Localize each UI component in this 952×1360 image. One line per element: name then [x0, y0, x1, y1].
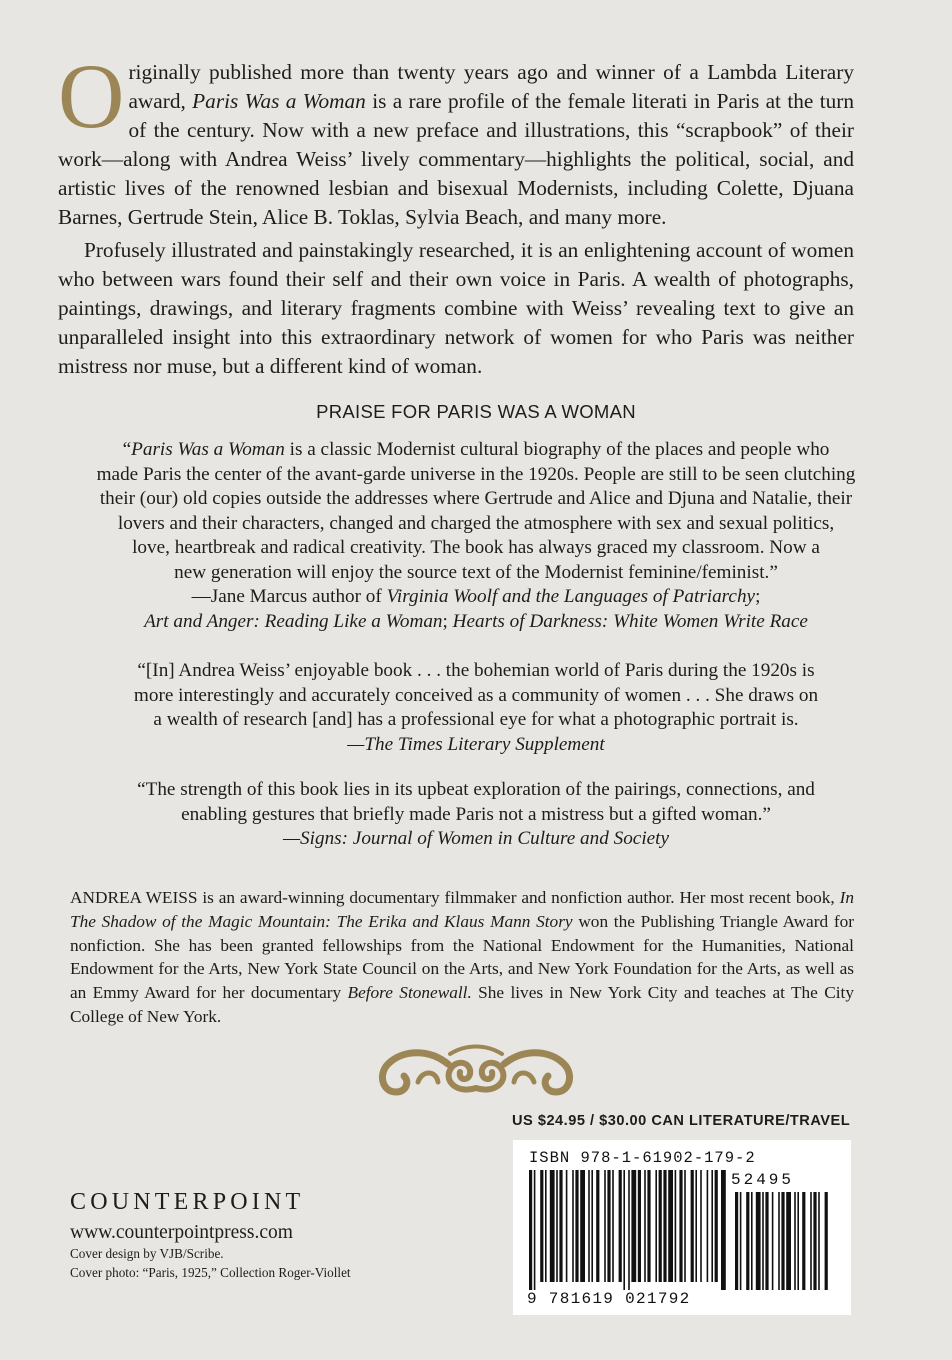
barcode-bar — [825, 1192, 828, 1290]
blurb-paragraph-2: Profusely illustrated and painstakingly researched, it is an enlightening account of women who between wars found their self and their own voice in Paris. A wealth of photographs, paintings, drawings, and literary fragments combine with Weiss’ revealing text to give an unparalleled insight into this extraordinary network of women for who Paris was neither mistress nor muse, but a different kind of woman. — [58, 238, 854, 378]
barcode-bar — [655, 1170, 657, 1282]
barcode-bar — [735, 1192, 738, 1290]
barcode-bar — [540, 1170, 543, 1282]
barcode-bar — [556, 1170, 558, 1282]
barcode-bar — [644, 1170, 646, 1282]
barcode-bar — [707, 1170, 709, 1282]
quote-line: a wealth of research [and] has a professional eye for what a photographic portrait is. — [153, 709, 799, 730]
quote-line: “The strength of this book lies in its upbeat exploration of the pairings, connections, and — [137, 779, 815, 800]
blurb-paragraph-1 — [58, 45, 854, 232]
quote-line: love, heartbreak and radical creativity. The book has always graced my classroom. Now a — [132, 537, 820, 558]
quote-line: new generation will enjoy the source text of the Modernist feminine/feminist.” — [174, 561, 778, 583]
drop-cap: O — [58, 45, 125, 147]
quote-line: enabling gestures that briefly made Paris not a mistress but a gifted woman.” — [181, 803, 771, 825]
barcode-bar — [700, 1170, 702, 1282]
book-title: Paris Was a Woman — [131, 439, 285, 460]
isbn-barcode — [513, 1140, 851, 1315]
cover-design-credit: Cover design by VJB/Scribe. — [70, 1246, 224, 1261]
barcode-bar — [588, 1170, 590, 1282]
barcode-bar — [604, 1170, 606, 1282]
publisher-logo: COUNTERPOINT — [70, 1189, 305, 1215]
praise-quote-3 — [60, 778, 892, 852]
description-blurb — [58, 45, 854, 381]
barcode-bar — [810, 1192, 812, 1290]
quote-attribution: —Signs: Journal of Women in Culture and Society — [282, 828, 670, 849]
barcode-bar — [818, 1192, 820, 1290]
barcode-bar — [772, 1192, 774, 1290]
barcode-bar — [679, 1170, 682, 1282]
barcode-bar — [534, 1170, 536, 1290]
barcode-bar — [663, 1170, 666, 1282]
quote-line: “Paris Was a Woman is a classic Modernist cultural biography of the places and people who — [122, 439, 830, 460]
ean-digits: 9 781619 021792 — [527, 1290, 691, 1308]
barcode-bar — [631, 1170, 636, 1282]
barcode-bar — [628, 1170, 630, 1290]
barcode-bar — [575, 1170, 578, 1282]
barcode-bar — [751, 1192, 753, 1290]
barcode-bar — [746, 1192, 749, 1290]
barcode-bar — [684, 1170, 686, 1282]
barcode-bar — [675, 1170, 677, 1282]
barcode-bar — [591, 1170, 593, 1282]
quote-attribution-works: Art and Anger: Reading Like a Woman; Hearts of Darkness: White Women Write Race — [144, 610, 808, 632]
isbn-label: ISBN 978-1-61902-179-2 — [529, 1149, 756, 1167]
barcode-bar — [786, 1192, 791, 1290]
barcode-bar — [756, 1192, 761, 1290]
quote-line: their (our) old copies outside the addresses where Gertrude and Alice and Djuna and Natalie, their — [99, 488, 853, 509]
barcode-bar — [691, 1170, 694, 1282]
book-title: Paris Was a Woman — [192, 89, 366, 113]
barcode-bar — [715, 1170, 718, 1282]
barcode-bar — [607, 1170, 610, 1282]
barcode-bar — [668, 1170, 673, 1282]
cover-photo-credit: Cover photo: “Paris, 1925,” Collection Roger-Viollet — [70, 1265, 351, 1280]
barcode-bar — [659, 1170, 662, 1282]
price-and-category: US $24.95 / $30.00 CAN LITERATURE/TRAVEL — [512, 1113, 851, 1129]
price-addon-digits: 52495 — [731, 1171, 795, 1189]
barcode-bar — [580, 1170, 585, 1282]
bio-paragraph: ANDREA WEISS is an award-winning documentary filmmaker and nonfiction author. Her most recent book, In The Shadow of the Magic Mountain: The Erika and Klaus Mann Story won the Publishing Triangle Award for nonfiction. She has been granted fellowships from the National Endowment for the Humanities, National Endowment for the Arts, New York State Council on the Arts, and New York Foundation for the Arts, as well as an Emmy Award for her documentary Before Stonewall. She lives in New York City and teaches at The City College of New York. — [70, 888, 854, 1026]
quote-line: made Paris the center of the avant-garde universe in the 1920s. People are still to be seen clutching — [96, 463, 856, 485]
barcode-bar — [596, 1170, 599, 1282]
praise-quote-1 — [60, 438, 892, 634]
barcode-bar — [778, 1192, 780, 1290]
author-bio — [70, 886, 854, 1029]
film-title: Before Stonewall. — [347, 983, 472, 1003]
barcode-bar — [612, 1170, 614, 1282]
barcode-bar — [572, 1170, 574, 1282]
barcode-bar — [647, 1170, 650, 1282]
barcode-bar — [813, 1192, 816, 1290]
barcode-bar — [550, 1170, 555, 1282]
barcode-bar — [797, 1192, 799, 1290]
blurb-text: riginally published more than twenty years ago and winner of a Lambda Literary award, — [128, 60, 854, 113]
quote-attribution: —The Times Literary Supplement — [347, 733, 605, 755]
barcode-bar — [802, 1192, 805, 1290]
barcode-bar — [740, 1192, 742, 1290]
quote-attribution: —Jane Marcus author of Virginia Woolf and the Languages of Patriarchy; — [191, 586, 761, 607]
barcode-bar — [545, 1170, 547, 1282]
barcode-bar — [623, 1170, 625, 1290]
barcode-bar — [619, 1170, 622, 1282]
quote-line: lovers and their characters, changed and charged the atmosphere with sex and sexual politics, — [117, 512, 835, 534]
barcode-bar — [529, 1170, 532, 1290]
barcode-bars-icon — [529, 1170, 839, 1290]
barcode-bar — [781, 1192, 784, 1290]
barcode-bar — [638, 1170, 641, 1282]
publisher-website: www.counterpointpress.com — [70, 1222, 293, 1243]
book-title: In The Shadow of the Magic Mountain: The Erika and Klaus Mann Story — [70, 888, 854, 931]
barcode-bar — [765, 1192, 768, 1290]
quote-line: “[In] Andrea Weiss’ enjoyable book . . . the bohemian world of Paris during the 1920s is — [137, 660, 815, 681]
barcode-bar — [695, 1170, 697, 1282]
barcode-bar — [762, 1192, 764, 1290]
barcode-bar — [559, 1170, 562, 1282]
barcode-bar — [794, 1192, 796, 1290]
quote-line: more interestingly and accurately conceived as a community of women . . . She draws on — [133, 684, 819, 706]
barcode-bar — [711, 1170, 713, 1282]
blurb-text: is a rare profile of the female literati in Paris at the turn of the century. Now with a new preface and illustrations, this “scrapbook” of their work—along with Andrea Weiss’ lively commentary—highlights the political, social, and artistic lives of the renowned lesbian and bisexual Modernists, including Colette, Djuana Barnes, Gertrude Stein, Alice B. Toklas, Sylvia Beach, and many more. — [58, 89, 854, 229]
barcode-bar — [721, 1170, 726, 1290]
ornament-flourish-icon — [372, 1042, 580, 1102]
praise-heading: PRAISE FOR PARIS WAS A WOMAN — [316, 401, 636, 422]
praise-quote-2 — [60, 659, 892, 757]
barcode-bar — [566, 1170, 568, 1282]
